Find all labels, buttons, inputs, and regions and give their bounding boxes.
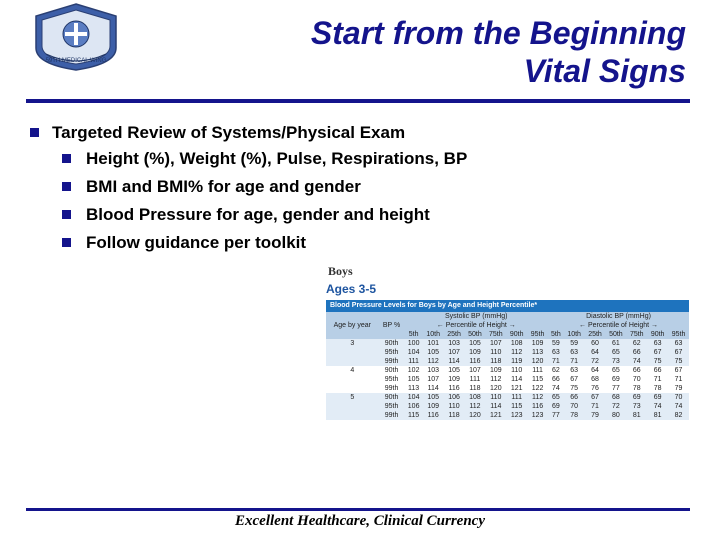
table-cell: 114 bbox=[485, 402, 506, 411]
table-cell: 115 bbox=[527, 375, 548, 384]
title-line-2: Vital Signs bbox=[523, 53, 686, 89]
table-cell: 68 bbox=[605, 393, 626, 402]
sub-bullet-text: BMI and BMI% for age and gender bbox=[86, 177, 361, 196]
table-cell: 106 bbox=[404, 402, 422, 411]
table-cell: 4 bbox=[326, 366, 379, 375]
table-cell: 62 bbox=[626, 339, 647, 348]
table-cell: 76 bbox=[585, 384, 606, 393]
percentile-header: 5th bbox=[404, 330, 422, 339]
table-cell: 74 bbox=[668, 402, 689, 411]
table-cell: 116 bbox=[444, 384, 465, 393]
bp-reference-table bbox=[322, 262, 691, 480]
col-bp-header: BP % bbox=[379, 312, 405, 339]
percentile-header: 75th bbox=[485, 330, 506, 339]
table-cell: 114 bbox=[444, 357, 465, 366]
medical-wing-logo bbox=[28, 2, 124, 72]
sub-bullet-text: Follow guidance per toolkit bbox=[86, 233, 307, 252]
percentile-header: 95th bbox=[527, 330, 548, 339]
table-cell: 65 bbox=[605, 366, 626, 375]
col-age-header: Age by year bbox=[326, 312, 379, 339]
table-cell: 71 bbox=[668, 375, 689, 384]
table-cell: 95th bbox=[379, 348, 405, 357]
table-cell: 3 bbox=[326, 339, 379, 348]
table-cell: 69 bbox=[647, 393, 668, 402]
table-cell: 65 bbox=[605, 348, 626, 357]
table-cell bbox=[326, 384, 379, 393]
table-cell: 67 bbox=[668, 348, 689, 357]
table-cell: 66 bbox=[626, 366, 647, 375]
table-cell: 108 bbox=[465, 393, 486, 402]
table-cell: 66 bbox=[626, 348, 647, 357]
table-cell: 74 bbox=[647, 402, 668, 411]
table-cell: 77 bbox=[605, 384, 626, 393]
bullet-main-text: Targeted Review of Systems/Physical Exam bbox=[52, 123, 406, 142]
table-cell: 103 bbox=[423, 366, 444, 375]
table-cell: 111 bbox=[404, 357, 422, 366]
table-cell: 78 bbox=[647, 384, 668, 393]
table-cell: 90th bbox=[379, 366, 405, 375]
percentile-header: 50th bbox=[605, 330, 626, 339]
table-cell: 72 bbox=[585, 357, 606, 366]
table-cell: 69 bbox=[605, 375, 626, 384]
table-row bbox=[326, 375, 689, 384]
table-cell: 59 bbox=[564, 339, 585, 348]
table-cell: 107 bbox=[485, 339, 506, 348]
table-cell: 71 bbox=[548, 357, 564, 366]
table-row bbox=[326, 402, 689, 411]
table-cell: 120 bbox=[465, 411, 486, 420]
page-title bbox=[311, 14, 686, 90]
table-cell: 112 bbox=[506, 348, 527, 357]
table-cell: 113 bbox=[527, 348, 548, 357]
table-cell: 60 bbox=[585, 339, 606, 348]
table-cell bbox=[326, 402, 379, 411]
table-cell: 78 bbox=[564, 411, 585, 420]
table-cell: 90th bbox=[379, 393, 405, 402]
table-cell: 99th bbox=[379, 411, 405, 420]
systolic-header: Systolic BP (mmHg) bbox=[404, 312, 548, 321]
diastolic-pct-header: ← Percentile of Height → bbox=[548, 321, 689, 330]
table-cell: 99th bbox=[379, 384, 405, 393]
table-row bbox=[326, 348, 689, 357]
table-row bbox=[326, 357, 689, 366]
table-cell: 107 bbox=[423, 375, 444, 384]
square-bullet-icon bbox=[62, 154, 71, 163]
square-bullet-icon bbox=[62, 210, 71, 219]
table-row bbox=[326, 393, 689, 402]
sub-bullet-3 bbox=[28, 205, 698, 233]
table-cell: 105 bbox=[423, 393, 444, 402]
percentile-header: 10th bbox=[423, 330, 444, 339]
table-cell: 95th bbox=[379, 375, 405, 384]
sub-bullet-text: Height (%), Weight (%), Pulse, Respirations, BP bbox=[86, 149, 468, 168]
table-cell: 121 bbox=[485, 411, 506, 420]
table-cell: 109 bbox=[465, 348, 486, 357]
table-row bbox=[326, 384, 689, 393]
bp-table-subheading: Ages 3-5 bbox=[326, 282, 377, 296]
table-cell: 120 bbox=[527, 357, 548, 366]
table-cell: 110 bbox=[506, 366, 527, 375]
table-cell: 110 bbox=[485, 348, 506, 357]
table-cell: 64 bbox=[585, 366, 606, 375]
table-cell: 74 bbox=[548, 384, 564, 393]
table-cell: 123 bbox=[506, 411, 527, 420]
table-cell: 109 bbox=[423, 402, 444, 411]
table-cell: 81 bbox=[647, 411, 668, 420]
table-cell: 78 bbox=[626, 384, 647, 393]
table-cell: 67 bbox=[564, 375, 585, 384]
table-cell: 110 bbox=[485, 393, 506, 402]
table-cell: 103 bbox=[444, 339, 465, 348]
sub-bullet-1 bbox=[28, 149, 698, 177]
table-cell: 100 bbox=[404, 339, 422, 348]
table-cell: 66 bbox=[647, 366, 668, 375]
bp-table-grid bbox=[326, 312, 689, 420]
table-cell: 73 bbox=[626, 402, 647, 411]
table-cell: 79 bbox=[668, 384, 689, 393]
table-cell: 63 bbox=[564, 366, 585, 375]
table-cell: 73 bbox=[605, 357, 626, 366]
table-cell: 70 bbox=[668, 393, 689, 402]
percentile-header: 25th bbox=[585, 330, 606, 339]
table-cell: 109 bbox=[527, 339, 548, 348]
table-cell: 104 bbox=[404, 348, 422, 357]
table-cell: 80 bbox=[605, 411, 626, 420]
table-cell: 105 bbox=[404, 375, 422, 384]
table-cell: 69 bbox=[548, 402, 564, 411]
table-cell: 90th bbox=[379, 339, 405, 348]
percentile-header: 50th bbox=[465, 330, 486, 339]
table-cell: 69 bbox=[626, 393, 647, 402]
table-cell: 67 bbox=[647, 348, 668, 357]
table-cell: 111 bbox=[527, 366, 548, 375]
sub-bullet-4 bbox=[28, 233, 698, 261]
table-cell bbox=[326, 348, 379, 357]
table-cell: 116 bbox=[465, 357, 486, 366]
table-cell: 108 bbox=[506, 339, 527, 348]
table-cell: 119 bbox=[506, 357, 527, 366]
bullet-main bbox=[28, 123, 698, 149]
table-cell: 123 bbox=[527, 411, 548, 420]
table-cell: 95th bbox=[379, 402, 405, 411]
bp-table-heading: Boys bbox=[328, 264, 353, 278]
systolic-pct-header: ← Percentile of Height → bbox=[404, 321, 548, 330]
table-cell: 115 bbox=[506, 402, 527, 411]
percentile-header: 25th bbox=[444, 330, 465, 339]
table-cell: 114 bbox=[423, 384, 444, 393]
table-cell: 68 bbox=[585, 375, 606, 384]
table-cell: 116 bbox=[527, 402, 548, 411]
table-cell: 105 bbox=[465, 339, 486, 348]
table-cell bbox=[326, 357, 379, 366]
percentile-header: 90th bbox=[506, 330, 527, 339]
table-cell: 71 bbox=[564, 357, 585, 366]
table-cell: 118 bbox=[485, 357, 506, 366]
table-cell: 63 bbox=[647, 339, 668, 348]
table-cell: 61 bbox=[605, 339, 626, 348]
table-cell: 67 bbox=[585, 393, 606, 402]
diastolic-header: Diastolic BP (mmHg) bbox=[548, 312, 689, 321]
bullet-list bbox=[28, 123, 698, 261]
table-cell: 112 bbox=[465, 402, 486, 411]
table-row bbox=[326, 411, 689, 420]
table-cell: 118 bbox=[465, 384, 486, 393]
table-cell: 109 bbox=[444, 375, 465, 384]
table-cell: 116 bbox=[423, 411, 444, 420]
table-cell: 105 bbox=[444, 366, 465, 375]
table-cell: 81 bbox=[626, 411, 647, 420]
percentile-header: 75th bbox=[626, 330, 647, 339]
table-cell: 64 bbox=[585, 348, 606, 357]
table-cell: 71 bbox=[585, 402, 606, 411]
table-cell: 102 bbox=[404, 366, 422, 375]
table-cell: 105 bbox=[423, 348, 444, 357]
table-cell: 63 bbox=[668, 339, 689, 348]
table-cell: 113 bbox=[404, 384, 422, 393]
table-cell: 75 bbox=[668, 357, 689, 366]
table-cell: 72 bbox=[605, 402, 626, 411]
square-bullet-icon bbox=[30, 128, 39, 137]
table-cell: 63 bbox=[548, 348, 564, 357]
table-cell: 104 bbox=[404, 393, 422, 402]
table-cell: 115 bbox=[404, 411, 422, 420]
bp-table-band: Blood Pressure Levels for Boys by Age and Height Percentile* bbox=[326, 300, 689, 312]
table-cell: 79 bbox=[585, 411, 606, 420]
table-cell: 107 bbox=[444, 348, 465, 357]
table-cell bbox=[326, 375, 379, 384]
table-cell: 59 bbox=[548, 339, 564, 348]
percentile-header: 5th bbox=[548, 330, 564, 339]
table-cell: 65 bbox=[548, 393, 564, 402]
table-cell: 101 bbox=[423, 339, 444, 348]
table-cell: 114 bbox=[506, 375, 527, 384]
percentile-header: 90th bbox=[647, 330, 668, 339]
title-divider bbox=[26, 99, 690, 103]
table-cell: 99th bbox=[379, 357, 405, 366]
table-cell: 74 bbox=[626, 357, 647, 366]
sub-bullet-text: Blood Pressure for age, gender and height bbox=[86, 205, 430, 224]
table-cell: 107 bbox=[465, 366, 486, 375]
table-cell: 121 bbox=[506, 384, 527, 393]
table-cell: 71 bbox=[647, 375, 668, 384]
table-cell: 63 bbox=[564, 348, 585, 357]
table-cell: 106 bbox=[444, 393, 465, 402]
footer-tagline: Excellent Healthcare, Clinical Currency bbox=[235, 513, 485, 529]
table-row bbox=[326, 339, 689, 348]
table-cell: 112 bbox=[485, 375, 506, 384]
table-cell: 112 bbox=[423, 357, 444, 366]
title-line-1: Start from the Beginning bbox=[310, 15, 686, 51]
footer-divider bbox=[26, 508, 690, 511]
table-cell bbox=[326, 411, 379, 420]
table-cell: 67 bbox=[668, 366, 689, 375]
sub-bullet-2 bbox=[28, 177, 698, 205]
table-cell: 118 bbox=[444, 411, 465, 420]
table-row bbox=[326, 366, 689, 375]
table-cell: 62 bbox=[548, 366, 564, 375]
table-cell: 66 bbox=[548, 375, 564, 384]
table-cell: 111 bbox=[506, 393, 527, 402]
table-cell: 70 bbox=[626, 375, 647, 384]
table-cell: 5 bbox=[326, 393, 379, 402]
table-cell: 70 bbox=[564, 402, 585, 411]
table-cell: 122 bbox=[527, 384, 548, 393]
table-cell: 111 bbox=[465, 375, 486, 384]
svg-text:59TH MEDICAL WING: 59TH MEDICAL WING bbox=[45, 58, 107, 64]
table-cell: 120 bbox=[485, 384, 506, 393]
table-cell: 75 bbox=[564, 384, 585, 393]
table-cell: 75 bbox=[647, 357, 668, 366]
percentile-header: 10th bbox=[564, 330, 585, 339]
percentile-header: 95th bbox=[668, 330, 689, 339]
table-cell: 66 bbox=[564, 393, 585, 402]
table-cell: 82 bbox=[668, 411, 689, 420]
table-cell: 110 bbox=[444, 402, 465, 411]
table-cell: 109 bbox=[485, 366, 506, 375]
square-bullet-icon bbox=[62, 238, 71, 247]
square-bullet-icon bbox=[62, 182, 71, 191]
table-cell: 77 bbox=[548, 411, 564, 420]
table-cell: 112 bbox=[527, 393, 548, 402]
